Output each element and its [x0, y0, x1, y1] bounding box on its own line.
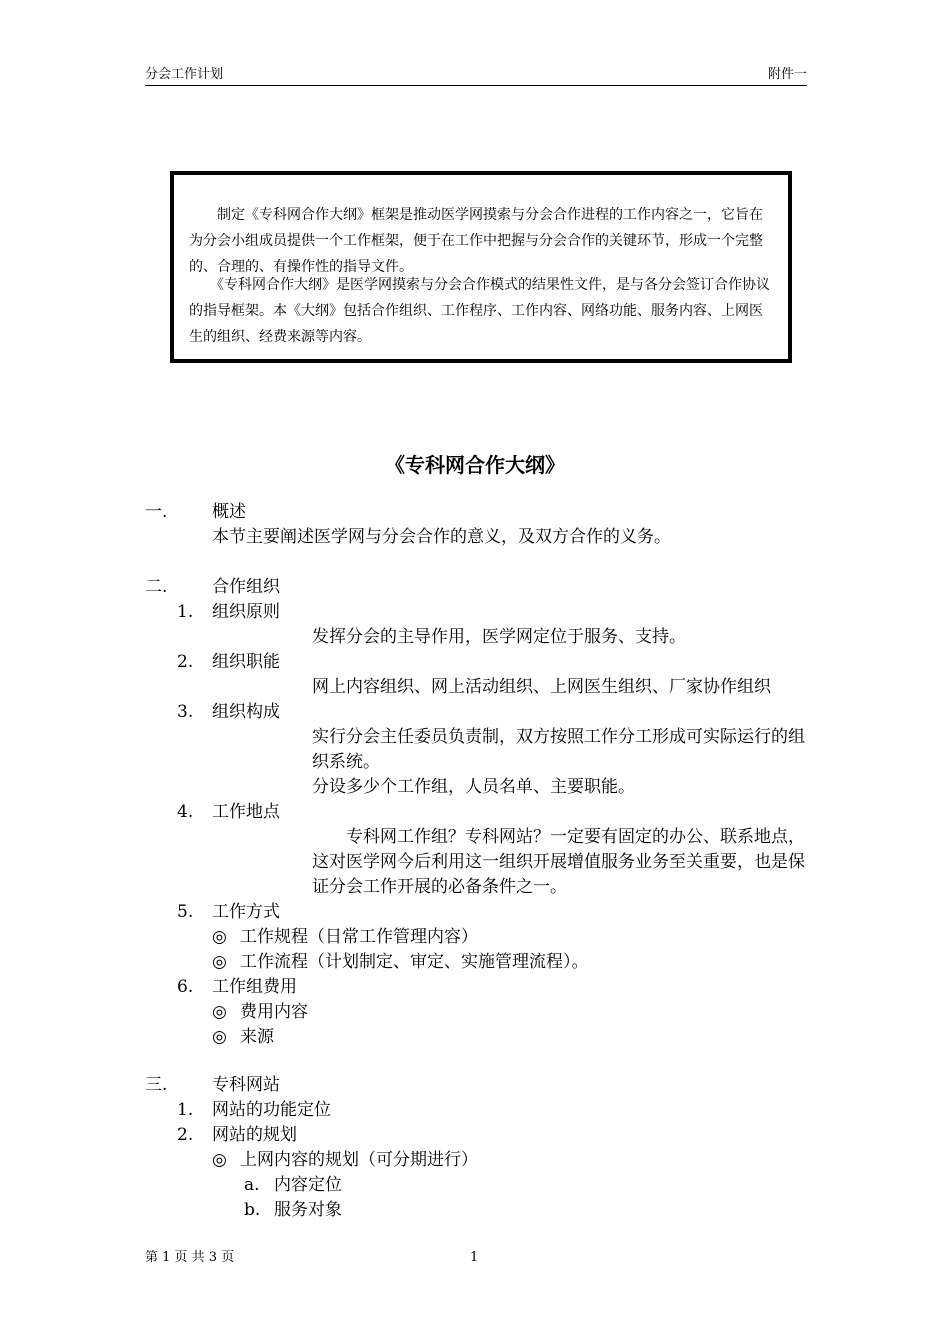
section-number: 三.: [145, 1075, 168, 1095]
section-number: 二.: [145, 577, 168, 597]
section-body: 本节主要阐述医学网与分会合作的意义，及双方合作的义务。: [212, 527, 671, 547]
bullet-icon: ◎: [212, 1002, 227, 1022]
header-rule: [145, 85, 807, 86]
item-label: 工作方式: [212, 902, 280, 922]
section-number: 一.: [145, 502, 168, 522]
item-number: 1.: [177, 1100, 194, 1120]
bullet-icon: ◎: [212, 927, 227, 947]
bullet-icon: ◎: [212, 952, 227, 972]
bullet-icon: ◎: [212, 1027, 227, 1047]
sub-item-mark: b.: [244, 1200, 261, 1220]
sub-item-text: 内容定位: [274, 1175, 342, 1195]
item-label: 工作组费用: [212, 977, 297, 997]
intro-paragraph-1: 制定《专科网合作大纲》框架是推动医学网摸索与分会合作进程的工作内容之一，它旨在为分会小组成员提供一个工作框架，便于在工作中把握与分会合作的关键环节，形成一个完整的、合理的、有操作性的指导文件。: [189, 207, 763, 275]
footer-page-number: 1: [470, 1250, 479, 1265]
section-heading: 概述: [212, 502, 246, 522]
header-left-title: 分会工作计划: [145, 67, 224, 82]
intro-paragraph-2: 《专科网合作大纲》是医学网摸索与分会合作模式的结果性文件，是与各分会签订合作协议的指导框架。本《大纲》包括合作组织、工作程序、工作内容、网络功能、服务内容、上网医生的组织、经费来源等内容。: [189, 277, 770, 345]
item-number: 6.: [177, 977, 194, 997]
header-right-title: 附件一: [767, 67, 807, 82]
item-text: 网上内容组织、网上活动组织、上网医生组织、厂家协作组织: [312, 677, 771, 697]
section-heading: 合作组织: [212, 577, 280, 597]
bullet-icon: ◎: [212, 1150, 227, 1170]
item-number: 2.: [177, 1125, 194, 1145]
sub-item-mark: a.: [244, 1175, 260, 1195]
bullet-text: 来源: [240, 1027, 274, 1047]
bullet-text: 费用内容: [240, 1002, 308, 1022]
section-heading: 专科网站: [212, 1075, 280, 1095]
item-number: 5.: [177, 902, 194, 922]
bullet-text: 上网内容的规划（可分期进行）: [240, 1150, 478, 1170]
bullet-text: 工作流程（计划制定、审定、实施管理流程）。: [240, 952, 589, 972]
item-label: 组织原则: [212, 602, 280, 622]
footer-page-count: 第 1 页 共 3 页: [145, 1250, 235, 1265]
bullet-text: 工作规程（日常工作管理内容）: [240, 927, 478, 947]
item-label: 工作地点: [212, 802, 280, 822]
item-text-secondary: 分设多少个工作组，人员名单、主要职能。: [312, 777, 635, 797]
sub-item-text: 服务对象: [274, 1200, 342, 1220]
item-number: 2.: [177, 652, 194, 672]
item-text: 实行分会主任委员负责制，双方按照工作分工形成可实际运行的组织系统。: [312, 727, 805, 772]
item-label: 网站的功能定位: [212, 1100, 331, 1120]
item-text: 发挥分会的主导作用，医学网定位于服务、支持。: [312, 627, 686, 647]
item-number: 1.: [177, 602, 194, 622]
item-text: 专科网工作组？专科网站？一定要有固定的办公、联系地点，这对医学网今后利用这一组织开展增值服务业务至关重要，也是保证分会工作开展的必备条件之一。: [312, 827, 805, 897]
item-label: 组织构成: [212, 702, 280, 722]
item-label: 网站的规划: [212, 1125, 297, 1145]
document-title: 《专科网合作大纲》: [385, 453, 565, 477]
item-number: 3.: [177, 702, 194, 722]
item-number: 4.: [177, 802, 194, 822]
item-label: 组织职能: [212, 652, 280, 672]
